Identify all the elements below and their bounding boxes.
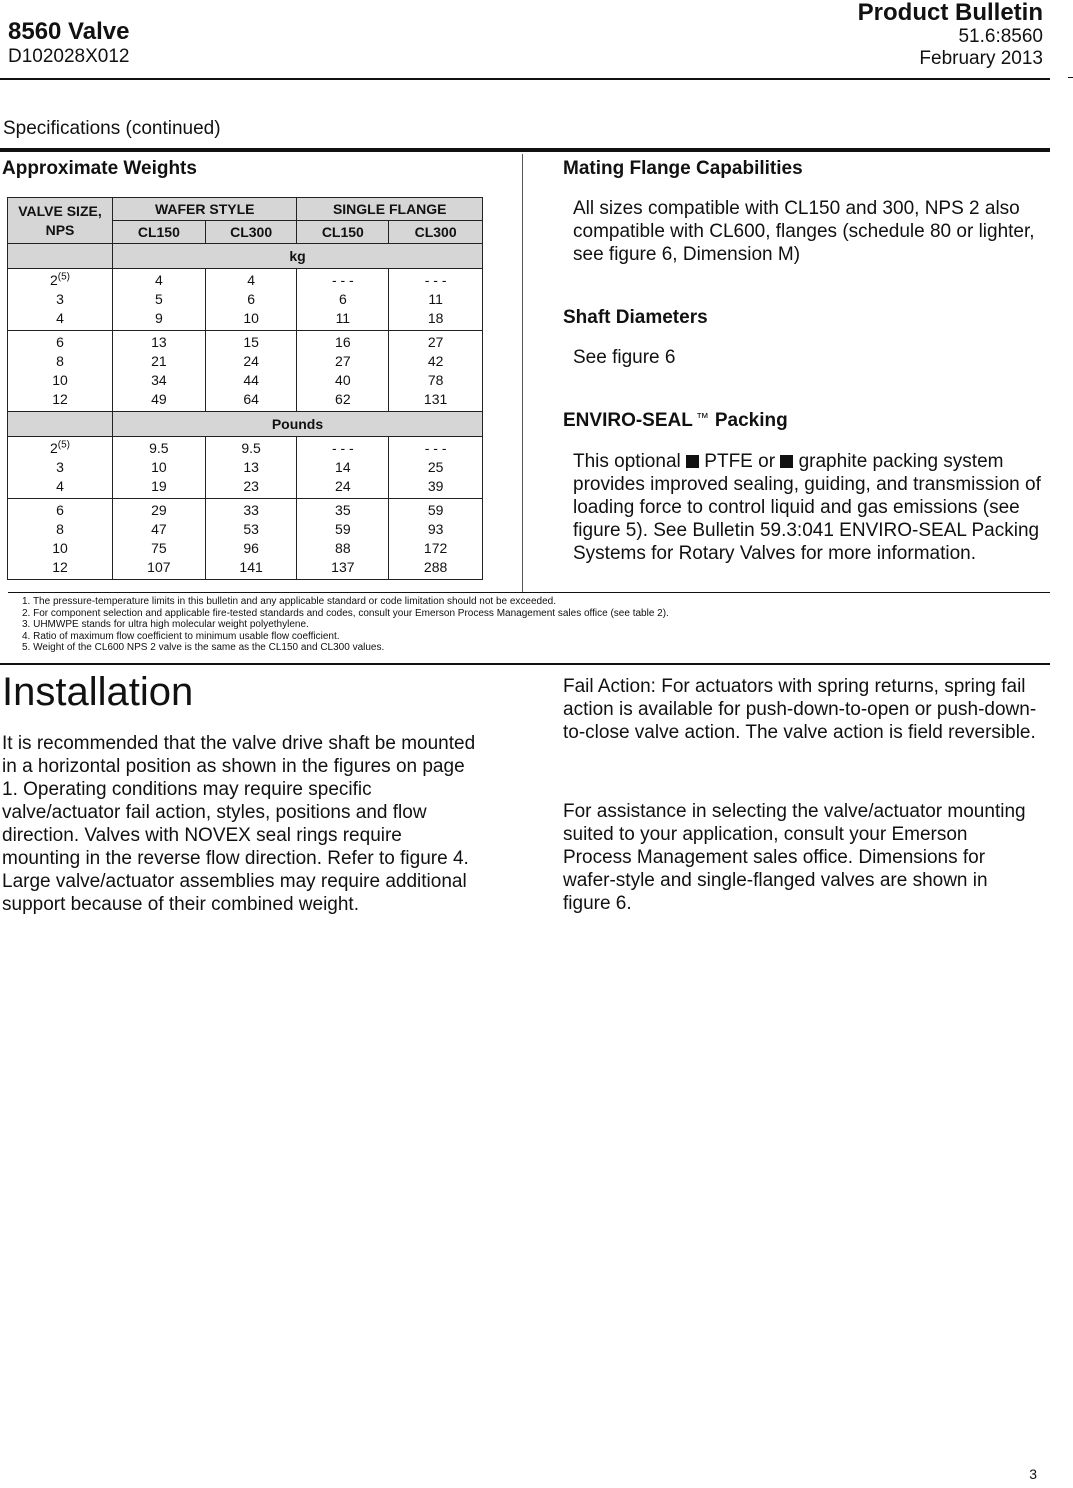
footnote: 4. Ratio of maximum flow coefficient to minimum usable flow coefficient. [22,630,340,642]
column-divider [522,154,523,592]
single-cl300-cell: - - - 11 18 [389,269,483,331]
mating-title: Mating Flange Capabilities [563,158,803,179]
bulletin-date: February 2013 [919,48,1043,69]
col-wafer-style: WAFER STYLE [112,198,296,221]
wafer-cl300-cell: 33 53 96 141 [205,499,297,580]
wafer-cl300-cell: 15 24 44 64 [205,331,297,412]
header-right [858,0,1043,70]
product-name: 8560 Valve [8,18,130,45]
header-rule [0,78,1050,80]
size-cell: 6 8 10 12 [8,331,113,412]
assistance-para: For assistance in selecting the valve/actuator mounting suited to your application, consult your Emerson Process Management sales office. Dimensions for wafer-style and single-flanged valves are shown in figure 6. [563,801,1026,914]
col-wafer-cl300: CL300 [205,221,297,244]
shaft-text: See figure 6 [573,347,676,368]
wafer-cl300-cell: 9.5 13 23 [205,437,297,499]
margin-tick [1068,77,1073,78]
single-cl150-cell: - - - 14 24 [297,437,389,499]
table-row [8,437,483,499]
unit-blank [8,244,113,269]
wafer-cl150-cell: 4 5 9 [112,269,205,331]
weights-table-wrap [7,197,483,580]
footnote: 2. For component selection and applicable fire-tested standards and codes, consult your Emerson Process Management sales office (see table 2). [22,607,669,619]
single-cl150-cell: - - - 6 11 [297,269,389,331]
mating-text: All sizes compatible with CL150 and 300, NPS 2 also compatible with CL600, flanges (schedule 80 or lighter, see figure 6, Dimension M) [573,198,1035,265]
unit-blank [8,412,113,437]
section-title: Specifications (continued) [3,118,221,139]
col-single-cl150: CL150 [297,221,389,244]
table-row [8,269,483,331]
single-cl150-cell: 16 27 40 62 [297,331,389,412]
single-cl300-cell: 59 93 172 288 [389,499,483,580]
wafer-cl150-cell: 29 47 75 107 [112,499,205,580]
installation-heading: Installation [2,670,194,714]
installation-para: It is recommended that the valve drive shaft be mounted in a horizontal position as shown in the figures on page 1. Operating conditions may require specific valve/actuator fail action, styles, positions and flow direction. Valves with NOVEX seal rings require mounting in the reverse flow direction. Refer to figure 4. Large valve/actuator assemblies may require additional support because of their combined weight. [2,733,476,915]
footnote: 5. Weight of the CL600 NPS 2 valve is the same as the CL150 and CL300 values. [22,642,385,653]
fail-action-label: Fail Action: [563,676,656,697]
weights-table [7,197,483,580]
section-rule [0,148,1050,152]
size-cell: 2$^{(5)}$ 3 4 [8,437,113,499]
footnote: 1. The pressure-temperature limits in this bulletin and any applicable standard or code limitation should not be exceeded. [22,596,557,607]
footnote: 3. UHMWPE stands for ultra high molecular weight polyethylene. [22,619,309,630]
doc-number: D102028X012 [8,46,130,67]
installation-rule [0,663,1050,665]
square-bullet-icon [686,455,699,468]
wafer-cl300-cell: 4 6 10 [205,269,297,331]
table-row [8,331,483,412]
bulletin-number: 51.6:8560 [958,26,1043,47]
unit-pounds: Pounds [112,412,482,437]
single-cl300-cell: - - - 25 39 [389,437,483,499]
bulletin-title: Product Bulletin [857,0,1043,26]
weights-title: Approximate Weights [2,158,197,179]
wafer-cl150-cell: 9.5 10 19 [112,437,205,499]
col-single-cl300: CL300 [389,221,483,244]
fail-action-para: Fail Action: For actuators with spring returns, spring fail action is available for push-down-to-open or push-down-to-close valve action. The valve action is field reversible. [563,676,1037,743]
size-cell: 2$^{(5)}$ 3 4 [8,269,113,331]
unit-kg: kg [112,244,482,269]
col-single-flange: SINGLE FLANGE [297,198,483,221]
table-row [8,499,483,580]
footnote-rule [8,592,1050,593]
wafer-cl150-cell: 13 21 34 49 [112,331,205,412]
single-cl300-cell: 27 42 78 131 [389,331,483,412]
enviro-text: This optional PTFE or graphite packing system provides improved sealing, guiding, and transmission of loading force to control liquid and gas emissions (see figure 5). See Bulletin 59.3:041 ENVIRO-SEAL Packing Systems for Rotary Valves for more information. [573,451,1041,564]
col-wafer-cl150: CL150 [112,221,205,244]
size-cell: 6 8 10 12 [8,499,113,580]
col-valve-size: VALVE SIZE, NPS [8,198,113,244]
footnotes [22,596,669,654]
square-bullet-icon [780,455,793,468]
shaft-title: Shaft Diameters [563,307,708,328]
enviro-title: ENVIRO-SEAL ™ Packing [563,410,788,431]
single-cl150-cell: 35 59 88 137 [297,499,389,580]
page-number: 3 [1029,1466,1037,1482]
